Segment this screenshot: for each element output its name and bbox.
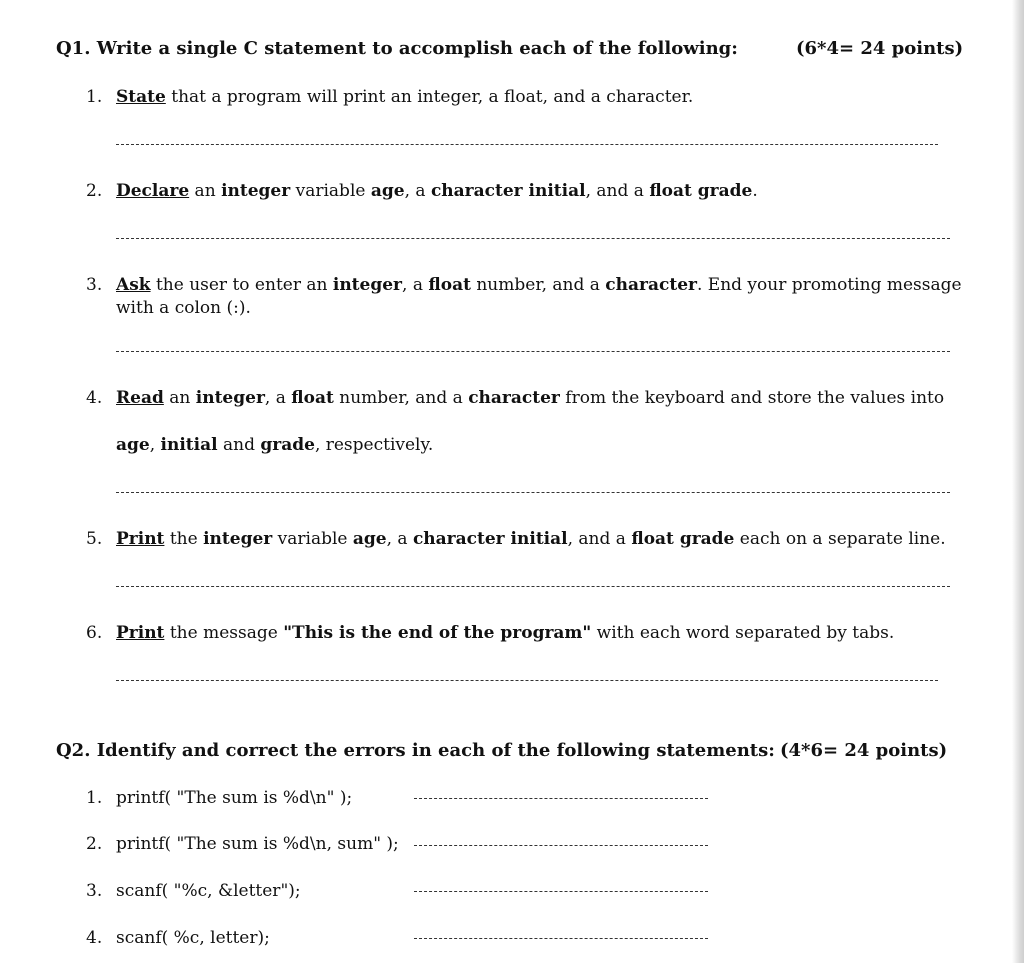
q1-item-1 — [86, 86, 693, 109]
q1-item-3 — [86, 274, 962, 297]
item-verb: Ask — [116, 275, 151, 295]
item-verb: Read — [116, 388, 164, 408]
item-bold: integer — [221, 181, 291, 201]
item-bold: character — [468, 388, 560, 408]
item-number: 4. — [86, 388, 103, 408]
q1-item-4-line2 — [116, 434, 433, 457]
item-number: 1. — [86, 87, 103, 107]
item-text: that a program will print an integer, a float, and a character. — [165, 87, 694, 107]
item-text: , a — [386, 529, 413, 549]
item-text: . — [752, 181, 758, 201]
item-bold: age — [352, 529, 387, 549]
q1-heading: Q1. Write a single C statement to accomplish each of the following: — [56, 38, 738, 59]
item-text: an — [189, 181, 222, 201]
item-text: number, and a — [470, 275, 606, 295]
q2-answer-line-2[interactable] — [414, 845, 708, 846]
item-number: 6. — [86, 623, 103, 643]
item-number: 3. — [86, 881, 103, 901]
item-bold: float — [291, 388, 334, 408]
answer-line-6[interactable] — [116, 680, 938, 681]
q1-item-6 — [86, 622, 894, 645]
item-verb: Print — [116, 623, 165, 643]
item-text: an — [163, 388, 196, 408]
item-bold: grade — [260, 435, 315, 455]
item-text: , respectively. — [314, 435, 434, 455]
code-statement: scanf( %c, letter); — [116, 928, 270, 948]
q1-item-3-line2: with a colon (:). — [116, 298, 251, 318]
q1-item-2 — [86, 180, 758, 203]
item-number: 4. — [86, 928, 103, 948]
item-text: , a — [264, 388, 292, 408]
item-text: the user to enter an — [150, 275, 333, 295]
item-text: variable — [272, 529, 353, 549]
answer-line-1[interactable] — [116, 144, 938, 145]
item-verb: Declare — [116, 181, 190, 201]
q2-answer-line-4[interactable] — [414, 938, 708, 939]
item-text: with each word separated by tabs. — [591, 623, 895, 643]
item-bold: float grade — [649, 181, 753, 201]
item-bold: initial — [160, 435, 218, 455]
page-edge-shadow — [1012, 0, 1024, 963]
item-text: the — [164, 529, 204, 549]
item-bold: "This is the end of the program" — [283, 623, 592, 643]
q1-item-4 — [86, 387, 944, 410]
item-text: variable — [290, 181, 371, 201]
item-text: , and a — [567, 529, 632, 549]
q2-points: (4*6= 24 points) — [780, 740, 948, 761]
item-text: each on a separate line. — [734, 529, 946, 549]
item-bold: integer — [203, 529, 273, 549]
item-bold: integer — [195, 388, 265, 408]
item-verb: State — [116, 87, 166, 107]
q2-answer-line-1[interactable] — [414, 798, 708, 799]
item-number: 5. — [86, 529, 103, 549]
code-statement: scanf( "%c, &letter"); — [116, 881, 301, 901]
item-text: and — [217, 435, 261, 455]
item-text: , and a — [585, 181, 650, 201]
item-bold: float grade — [631, 529, 735, 549]
code-statement: printf( "The sum is %d\n" ); — [116, 788, 353, 808]
item-bold: character — [605, 275, 697, 295]
item-bold: age — [116, 435, 150, 455]
answer-line-4[interactable] — [116, 492, 950, 493]
item-text: , a — [404, 181, 431, 201]
item-bold: character initial — [412, 529, 568, 549]
answer-line-3[interactable] — [116, 351, 950, 352]
item-text: from the keyboard and store the values into — [559, 388, 945, 408]
q2-item-4 — [86, 928, 270, 948]
answer-line-2[interactable] — [116, 238, 950, 239]
q2-heading: Q2. Identify and correct the errors in each of the following statements: — [56, 740, 775, 761]
q1-points: (6*4= 24 points) — [796, 38, 964, 59]
code-statement: printf( "The sum is %d\n, sum" ); — [116, 834, 399, 854]
q2-item-3 — [86, 881, 301, 901]
item-text: . End your promoting message — [696, 275, 962, 295]
item-text: , — [149, 435, 161, 455]
answer-line-5[interactable] — [116, 586, 950, 587]
q2-item-2 — [86, 834, 399, 854]
item-number: 2. — [86, 834, 103, 854]
item-text: the message — [164, 623, 284, 643]
item-bold: character initial — [430, 181, 586, 201]
item-number: 1. — [86, 788, 103, 808]
q1-item-5 — [86, 528, 946, 551]
q2-answer-line-3[interactable] — [414, 891, 708, 892]
item-number: 3. — [86, 275, 103, 295]
item-number: 2. — [86, 181, 103, 201]
item-text: , a — [402, 275, 429, 295]
q2-item-1 — [86, 788, 352, 808]
item-bold: float — [428, 275, 471, 295]
item-verb: Print — [116, 529, 165, 549]
item-text: number, and a — [333, 388, 469, 408]
item-bold: age — [370, 181, 405, 201]
item-bold: integer — [332, 275, 403, 295]
